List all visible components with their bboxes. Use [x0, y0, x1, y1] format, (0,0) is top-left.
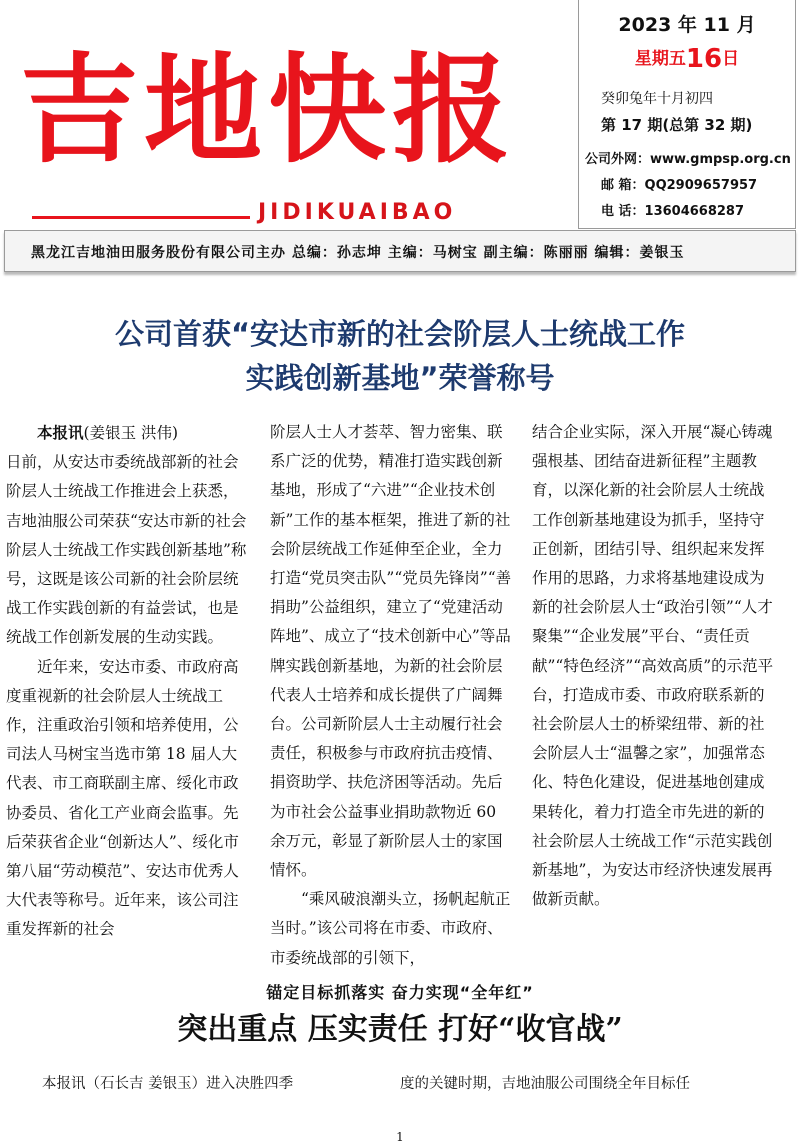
email-line: 邮 箱：QQ2909657957: [601, 178, 758, 193]
article-byline: (姜银玉 洪伟): [83, 424, 179, 442]
article-paragraph: 阶层人士人才荟萃、智力密集、联系广泛的优势，精准打造实践创新基地，形成了“六进”“企业技术创新”工作的基本框架，推进了新的社会阶层统战工作延伸至企业，全力打造“党员突击队”“党员先锋岗”“善捐助”公益组织，建立了“党建活动阵地”、成立了“技术创新中心”等品牌实践创新基地，为新的社会阶层代表人士培养和成长提供了广阔舞台。公司新阶层人士主动履行社会责任，积极参与市政府抗击疫情、捐资助学、扶危济困等活动。先后为市社会公益事业捐助款物近 60 余万元，彰显了新阶层人士的家国情怀。: [270, 423, 512, 880]
second-article-title: 突出重点 压实责任 打好“收官战”: [177, 1012, 623, 1047]
issue-info-box: [578, 0, 796, 229]
issue-day: 16: [685, 44, 723, 74]
issue-date: 2023 年 11 月: [618, 14, 756, 36]
editorial-credits: 黑龙江吉地油田服务股份有限公司主办 总编：孙志坤 主编：马树宝 副主编：陈丽丽 编辑：姜银玉: [31, 245, 685, 261]
article-lead: 本报讯: [37, 423, 84, 442]
article-column-2: [270, 418, 516, 973]
headline-line-1: 公司首获“安达市新的社会阶层人士统战工作: [114, 317, 686, 351]
article-column-3: [532, 418, 778, 914]
article-paragraph: 日前，从安达市委统战部新的社会阶层人士统战工作推进会上获悉，吉地油服公司荣获“安达市新的社会阶层人士统战工作实践创新基地”称号，这既是该公司新的社会阶层统战工作实践创新的有益尝试，也是统战工作创新发展的生动实践。: [6, 453, 247, 647]
masthead-rule: [32, 216, 250, 219]
page-number: 1: [396, 1130, 404, 1144]
masthead-pinyin: JIDIKUAIBAO: [258, 200, 457, 225]
issue-day-suffix: 日: [722, 49, 740, 69]
phone-line: 电 话：13604668287: [601, 204, 745, 219]
article-paragraph: 近年来，安达市委、市政府高度重视新的社会阶层人士统战工作，注重政治引领和培养使用，公司法人马树宝当选市第 18 届人大代表、市工商联副主席、绥化市政协委员、省化工产业商会监事。先后荣获省企业“创新达人”、绥化市第八届“劳动模范”、安达市优秀人大代表等称号。近年来，该公司注重发挥新的社会: [6, 657, 239, 939]
issue-weekday-line: [579, 44, 795, 74]
masthead-title: 吉地快报: [20, 41, 517, 179]
article-column-1: [6, 418, 252, 945]
article-paragraph: 结合企业实际，深入开展“凝心铸魂强根基、团结奋进新征程”主题教育，以深化新的社会阶层人士统战工作创新基地建设为抓手，坚持守正创新，团结引导、组织起来发挥作用的思路，力求将基地建设成为新的社会阶层人士“政治引领”“人才聚集”“企业发展”平台、“责任贡献”“特色经济”“高效高质”的示范平台，打造成市委、市政府联系新的社会阶层人士的桥梁纽带、新的社会阶层人士“温馨之家”，加强常态化、特色化建设，促进基地创建成果转化，着力打造全市先进的新的社会阶层人士统战工作“示范实践创新基地”，为安达市经济快速发展再做新贡献。: [532, 423, 774, 909]
article-paragraph: “乘风破浪潮头立，扬帆起航正当时。”该公司将在市委、市政府、市委统战部的引领下，: [270, 890, 511, 967]
second-article-lead-col1: 本报讯（石长吉 姜银玉）进入决胜四季: [42, 1076, 294, 1092]
second-article-lead-col2: 度的关键时期，吉地油服公司围绕全年目标任: [400, 1076, 690, 1092]
issue-number: 第 17 期(总第 32 期): [601, 116, 753, 134]
headline-line-2: 实践创新基地”荣誉称号: [245, 361, 555, 395]
second-article-kicker: 锚定目标抓落实 奋力实现“全年红”: [266, 983, 534, 1002]
website-line: 公司外网：www.gmpsp.org.cn: [585, 152, 791, 167]
lunar-date: 癸卯兔年十月初四: [601, 91, 713, 107]
editorial-banner: [4, 230, 796, 272]
issue-weekday: 星期五: [634, 49, 686, 69]
